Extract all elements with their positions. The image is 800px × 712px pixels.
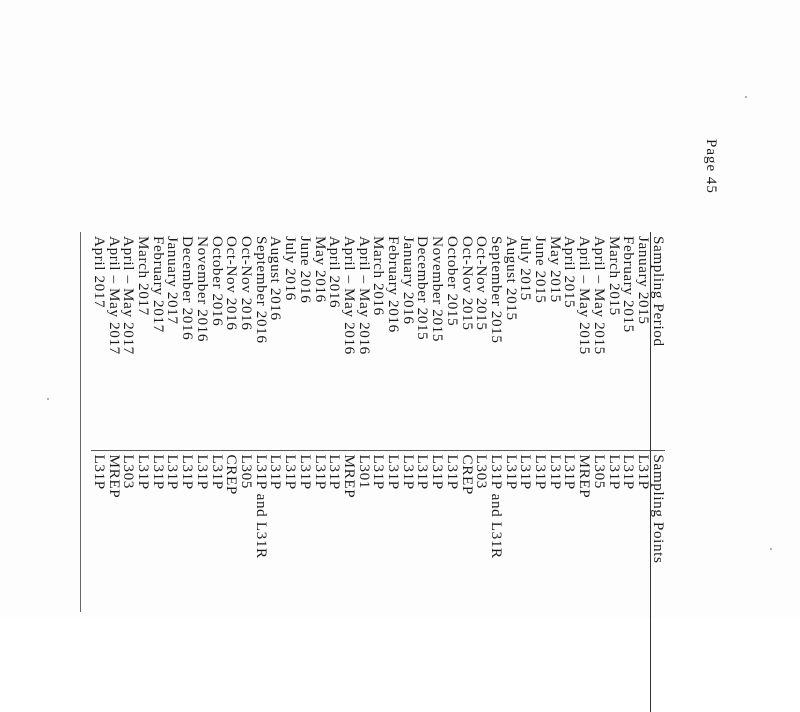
sampling-points-cell: L31P (429, 450, 444, 712)
sampling-period-cell: April 2015 (561, 236, 579, 309)
sampling-points-cell: L31P (135, 450, 150, 712)
sampling-period-cell: November 2015 (429, 236, 447, 343)
table-row (371, 232, 386, 712)
sampling-points-cell: L31P (327, 450, 342, 712)
table-row (400, 232, 415, 712)
sampling-points-cell: CREP (459, 450, 474, 712)
sampling-period-cell: April – May 2016 (355, 236, 373, 355)
sampling-period-cell: April 2017 (90, 236, 108, 309)
sampling-points-cell: L301 (356, 450, 371, 712)
sampling-period-cell: February 2015 (620, 236, 638, 333)
table-row (268, 232, 283, 712)
table-row (341, 232, 356, 712)
sampling-period-cell: April – May 2015 (590, 236, 608, 355)
table-row (459, 232, 474, 712)
table-row (91, 232, 106, 712)
sampling-points-cell: MREP (576, 450, 591, 712)
sampling-period-cell: October 2016 (208, 236, 226, 327)
sampling-points-cell: L31P (518, 450, 533, 712)
table-row (415, 232, 430, 712)
sampling-period-cell: March 2017 (135, 236, 153, 316)
sampling-period-cell: Oct-Nov 2016 (223, 236, 241, 331)
sampling-points-cell: L31P (282, 450, 297, 712)
sampling-points-cell: L303 (474, 450, 489, 712)
scan-speck (745, 96, 747, 98)
sampling-points-cell: L31P (297, 450, 312, 712)
table-row (150, 232, 165, 712)
sampling-period-cell: December 2016 (179, 236, 197, 341)
sampling-period-cell: October 2015 (443, 236, 461, 327)
sampling-points-cell: L31P and L31R (253, 450, 268, 712)
table-row (562, 232, 577, 712)
table-row (224, 232, 239, 712)
sampling-points-cell: CREP (224, 450, 239, 712)
sampling-period-cell: June 2015 (532, 236, 550, 304)
sampling-table-container (80, 232, 665, 712)
sampling-points-cell: L31P (532, 450, 547, 712)
sampling-points-cell: L31P (209, 450, 224, 712)
sampling-period-cell: April – May 2015 (576, 236, 594, 355)
sampling-points-cell: L31P (385, 450, 400, 712)
sampling-period-cell: September 2016 (252, 236, 270, 344)
sampling-points-cell: L31P (180, 450, 195, 712)
sampling-points-cell: L31P (312, 450, 327, 712)
table-row (547, 232, 562, 712)
sampling-points-cell: L305 (591, 450, 606, 712)
sampling-period-cell: November 2016 (193, 236, 211, 343)
sampling-period-cell: January 2017 (164, 236, 182, 325)
table-row (312, 232, 327, 712)
sampling-period-cell: February 2016 (385, 236, 403, 333)
header-sampling-points: Sampling Points (651, 450, 666, 712)
scan-speck (770, 548, 772, 550)
table-row (635, 232, 650, 712)
sampling-points-cell: L31P (91, 450, 106, 712)
sampling-period-cell: May 2015 (546, 236, 564, 303)
sampling-table (91, 232, 665, 712)
sampling-period-cell: April – May 2017 (105, 236, 123, 355)
table-row (356, 232, 371, 712)
sampling-points-cell: MREP (341, 450, 356, 712)
sampling-period-cell: July 2015 (517, 236, 535, 301)
sampling-table-rotated (80, 232, 665, 712)
table-row (253, 232, 268, 712)
table-row (518, 232, 533, 712)
sampling-points-cell: L31P (503, 450, 518, 712)
sampling-period-cell: July 2016 (282, 236, 300, 301)
sampling-points-cell: L31P (621, 450, 636, 712)
table-row (297, 232, 312, 712)
sampling-points-cell: L31P (268, 450, 283, 712)
sampling-points-cell: L31P (194, 450, 209, 712)
table-row (209, 232, 224, 712)
table-row (385, 232, 400, 712)
sampling-period-cell: April – May 2017 (120, 236, 138, 355)
sampling-period-cell: January 2015 (635, 236, 652, 325)
sampling-period-cell: March 2015 (605, 236, 623, 316)
sampling-points-cell: L31P (165, 450, 180, 712)
sampling-period-cell: April – May 2016 (340, 236, 358, 355)
table-row (532, 232, 547, 712)
sampling-points-cell: MREP (106, 450, 121, 712)
scan-speck (47, 398, 49, 400)
table-row (503, 232, 518, 712)
sampling-period-cell: March 2016 (370, 236, 388, 316)
table-row (576, 232, 591, 712)
table-row (444, 232, 459, 712)
sampling-points-cell: L305 (238, 450, 253, 712)
sampling-period-cell: Oct-Nov 2016 (238, 236, 256, 331)
table-row (194, 232, 209, 712)
header-sampling-period: Sampling Period (650, 236, 667, 347)
table-row (327, 232, 342, 712)
table-row (121, 232, 136, 712)
sampling-period-cell: January 2016 (399, 236, 417, 325)
sampling-points-cell: L31P (371, 450, 386, 712)
sampling-points-cell: L31P (606, 450, 621, 712)
table-row (474, 232, 489, 712)
sampling-period-cell: September 2015 (487, 236, 505, 344)
table-header-row (651, 232, 666, 712)
sampling-period-cell: April 2016 (326, 236, 344, 309)
sampling-points-cell: L31P (547, 450, 562, 712)
table-body (91, 232, 650, 712)
sampling-period-cell: December 2015 (414, 236, 432, 341)
sampling-points-cell: L31P (562, 450, 577, 712)
sampling-points-cell: L31P (150, 450, 165, 712)
sampling-points-cell: L31P (415, 450, 430, 712)
table-row (591, 232, 606, 712)
sampling-points-cell: L303 (121, 450, 136, 712)
sampling-period-cell: Oct-Nov 2015 (458, 236, 476, 331)
table-row (282, 232, 297, 712)
sampling-points-cell: L31P (400, 450, 415, 712)
table-row (106, 232, 121, 712)
sampling-period-cell: August 2015 (502, 236, 520, 321)
page-number: Page 45 (703, 139, 719, 194)
table-row (488, 232, 503, 712)
sampling-period-cell: June 2016 (296, 236, 314, 304)
table-row (621, 232, 636, 712)
table-row (238, 232, 253, 712)
table-row (165, 232, 180, 712)
sampling-period-cell: August 2016 (267, 236, 285, 321)
sampling-points-cell: L31P (635, 450, 650, 712)
table-row (180, 232, 195, 712)
table-row (135, 232, 150, 712)
sampling-points-cell: L31P and L31R (488, 450, 503, 712)
sampling-period-cell: February 2017 (149, 236, 167, 333)
sampling-period-cell: Oct-Nov 2015 (473, 236, 491, 331)
table-row (429, 232, 444, 712)
sampling-period-cell: May 2016 (311, 236, 329, 303)
sampling-points-cell: L31P (444, 450, 459, 712)
table-row (606, 232, 621, 712)
